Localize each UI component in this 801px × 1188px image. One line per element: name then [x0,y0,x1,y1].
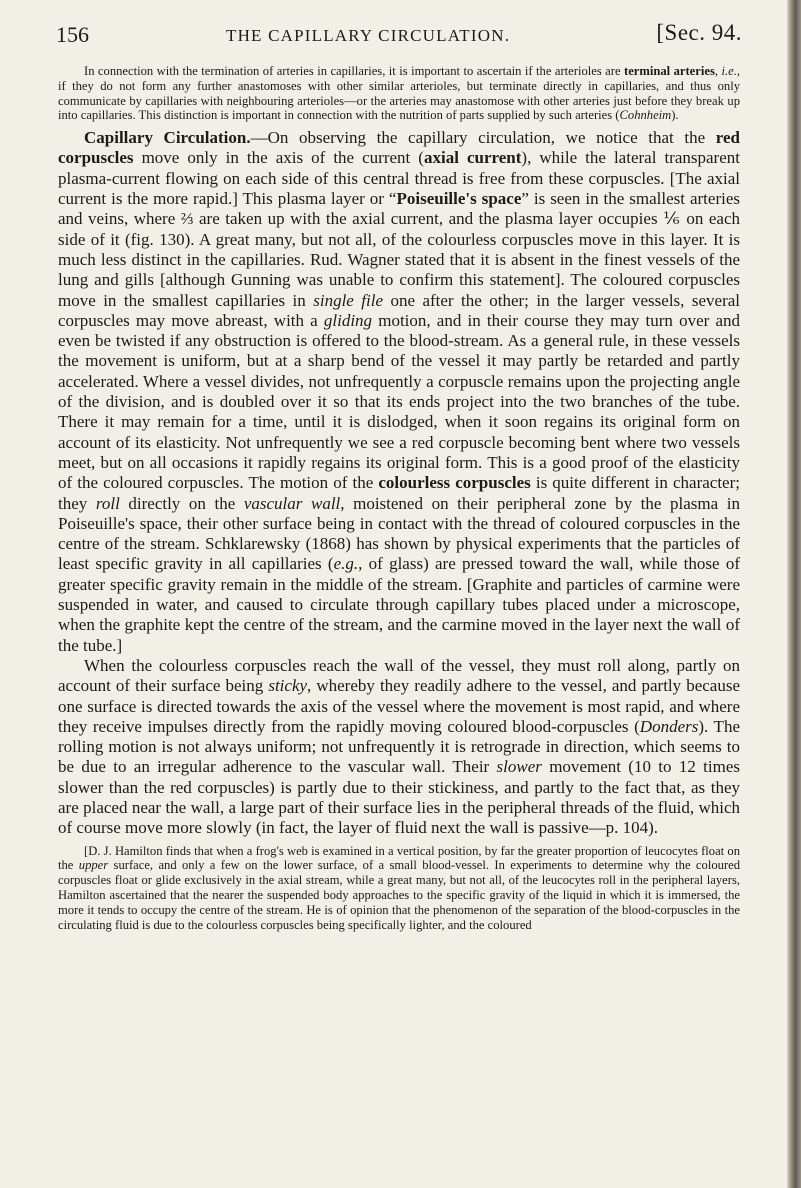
citation-cohnheim: Cohnheim [619,108,672,123]
italic-run: vascular wall [243,493,341,513]
text-run: [D. J. Hamilton finds that when a frog's web is examined in a vertical position, by far the greater proportion of leucocytes float on the [58,843,740,873]
term-poiseuilles-space: Poiseuille's space [396,189,522,209]
text-run: is quite different in character; they [58,473,740,513]
term-terminal-arteries: terminal arteries [624,64,715,78]
text-run: , moistened on their peripheral zone by the plasma in Poiseuille's space, their other surface being in contact with the thread of coloured corpuscles in the centre of the stream. Schklarewsky (1868) has shown by physical experiments that the particles of least specific gravity in all capillaries ( [58,493,740,574]
paragraph-terminal-arteries [58,64,740,123]
page-number: 156 [56,22,89,47]
paragraph-colourless-rolling [58,656,740,839]
italic-run: slower [496,757,542,777]
italic-run: gliding [323,310,373,330]
paragraph-hamilton-note [58,844,740,933]
text-run: When the colourless corpuscles reach the wall of the vessel, they must roll along, partly on account of their surface being [58,655,740,696]
section-label: [Sec. 94. [656,20,742,45]
term-axial-current: axial current [423,148,522,168]
italic-run: roll [95,493,120,513]
section-heading-capillary-circulation: Capillary Circulation. [84,128,251,148]
text-run: , if they do not form any further anastomoses with other similar arterioles, but terminate directly in capillaries, and thus only communicate by capillaries with neighbouring arterioles—or the arteries may anastomose with other arteries just before they break up into capillaries. This distinction is important in connection with the nutrition of parts supplied by such arteries ( [58,64,740,123]
italic-run: sticky [268,676,308,696]
term-colourless-corpuscles: colourless corpuscles [378,473,531,493]
text-run: ” is seen in the smallest arteries and veins, where ⅔ are taken up with the axial current, and the plasma layer occupies ⅙ on each side of it (fig. 130). A great many, but not all, of the colourless corpuscles move in this layer. It is much less distinct in the capillaries. Rud. Wagner stated that it is absent in the finest vessels of the lung and gills [although Gunning was unable to confirm this statement]. The coloured corpuscles move in the smallest capillaries in [58,189,740,310]
text-run: move only in the axis of the current ( [133,148,424,168]
paragraph-capillary-circulation [58,128,740,656]
text-run: —On observing the capillary circulation, we notice that the [250,128,716,148]
italic-run: e.g. [333,554,359,574]
italic-run: upper [78,858,109,873]
running-title: THE CAPILLARY CIRCULATION. [226,26,511,45]
text-run: In connection with the termination of arteries in capillaries, it is important to ascertain if the arterioles are [84,64,624,78]
text-run: , whereby they readily adhere to the vessel, and partly because one surface is directed towards the axis of the vessel where the movement is most rapid, and where they receive impulses directly from the rapidly moving coloured blood-corpuscles ( [58,676,740,736]
text-run: , of glass) are pressed toward the wall, while those of greater specific gravity remain in the middle of the stream. [Graphite and particles of carmine were suspended in water, and caused to circulate through capillary tubes placed under a microscope, when the graphite kept the centre of the stream, and the carmine moved in the layer next the wall of the tube.] [58,554,740,655]
page-header [56,20,742,60]
term-red-corpuscles: red corpuscles [58,128,740,168]
citation-donders: Donders [639,716,699,736]
text-run: ). The rolling motion is not always uniform; not unfrequently it is retrograde in direction, which seems to be due to an irregular adherence to the vascular wall. Their [58,716,740,777]
page-edge-shadow [787,0,801,1188]
text-run: movement (10 to 12 times slower than the red corpuscles) is partly due to their stickiness, and partly to the fact that, as they are placed near the wall, a large part of their surface lies in the peripheral threads of the fluid, which of course move more slowly (in fact, the layer of fluid next the wall is passive—p. 104). [58,757,740,838]
text-run: , [714,64,722,78]
text-run: ), while the lateral transparent plasma-current flowing on each side of this central thread is free from these corpuscles. [The axial current is the more rapid.] This plasma layer or “ [58,148,740,209]
text-run: motion, and in their course they may turn over and even be twisted if any obstruction is offered to the blood-stream. As a general rule, in these vessels the movement is uniform, but at a sharp bend of the vessel it may partly be retarded and partly accelerated. Where a vessel divides, not unfrequently a corpuscle remains upon the projecting angle of the division, and is doubled over it so that its ends project into the two branches of the tube. There it may remain for a time, until it is dislodged, when it soon regains its original form on account of its elasticity. Not unfrequently we see a red corpuscle becoming bent where two vessels meet, but on all occasions it rapidly regains its original form. This is a good proof of the elasticity of the coloured corpuscles. The motion of the [58,310,740,493]
text-run: one after the other; in the larger vessels, several corpuscles may move abreast, with a [58,290,740,330]
text-run: directly on the [119,493,244,513]
italic-run: single file [313,290,384,310]
text-run: ). [671,108,679,123]
text-run: surface, and only a few on the lower surface, of a small blood-vessel. In experiments to determine why the coloured corpuscles float or glide exclusively in the axial stream, while a great many, but not all, of the leucocytes roll in the peripheral layers, Hamilton ascertained that the nearer the suspended body approaches to the specific gravity of the liquid in which it is immersed, the more it tends to occupy the centre of the stream. He is of opinion that the phenomenon of the separation of the blood-corpuscles in the circulating fluid is due to the colourless corpuscles being specifically lighter, and the coloured [58,858,740,932]
page-body [58,64,740,932]
italic-run: i.e. [721,64,737,78]
